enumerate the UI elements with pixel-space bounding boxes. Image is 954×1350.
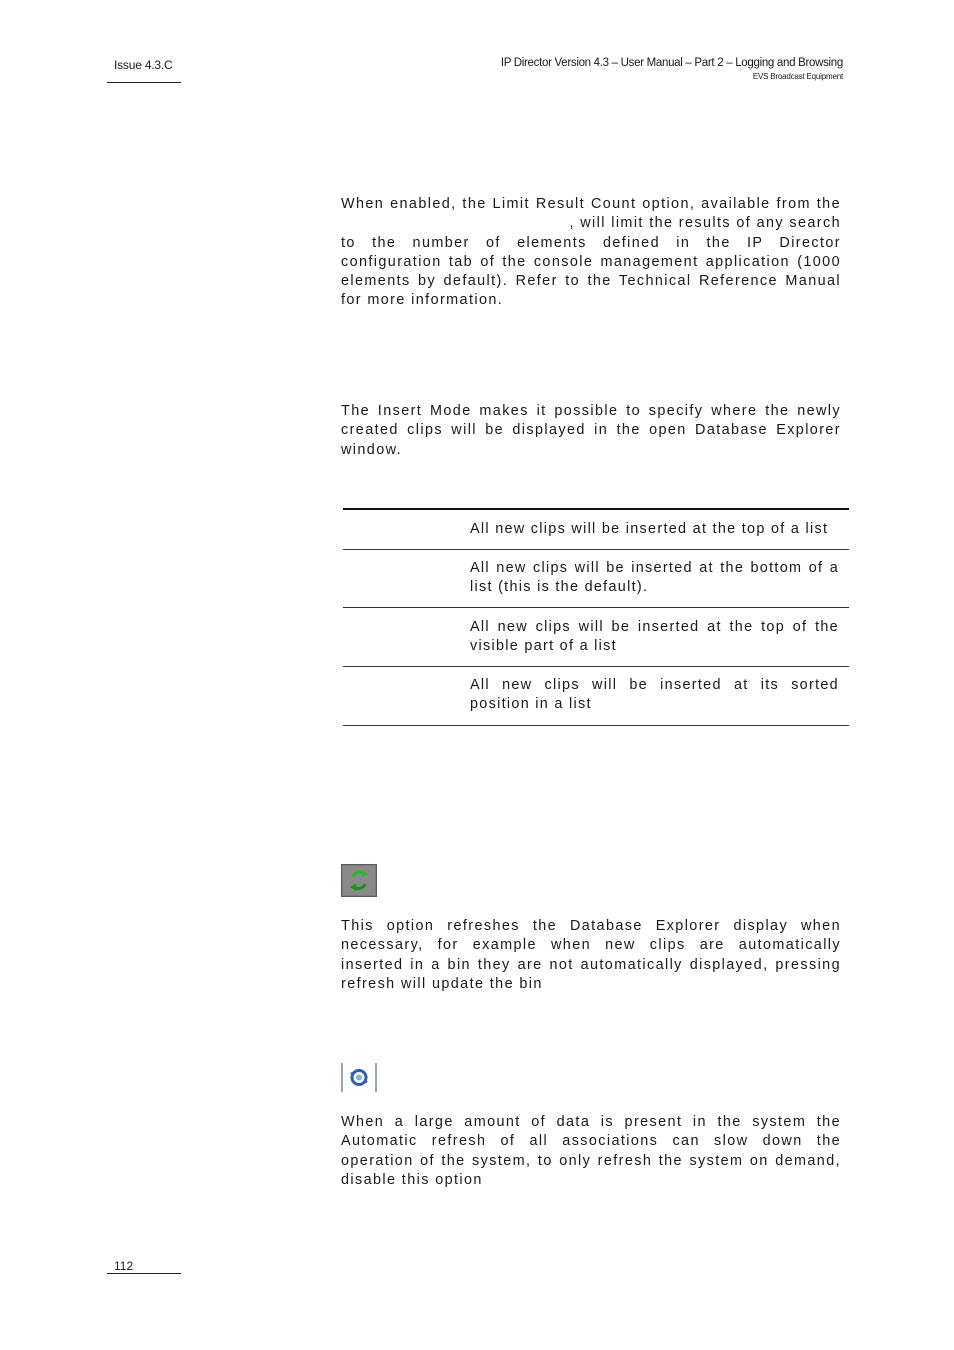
paragraph-line: to the number of elements defined in the IP Director (341, 234, 841, 251)
table-row (470, 676, 839, 715)
limit-result-paragraph (341, 195, 841, 311)
table-row-rule (343, 549, 849, 550)
table-cell-line: All new clips will be inserted at the top of a list (470, 521, 829, 537)
page-number: 112 (114, 1259, 134, 1273)
paragraph-line: for more information. (341, 292, 504, 309)
paragraph-line: The Insert Mode makes it possible to specify where the newly (341, 403, 841, 419)
paragraph-line: This option refreshes the Database Explorer display when (341, 918, 841, 934)
paragraph-line: When a large amount of data is present in the system the (341, 1114, 841, 1130)
table-cell-line: All new clips will be inserted at the bottom of a (470, 560, 839, 576)
table-cell-line: All new clips will be inserted at the top of the (470, 619, 839, 635)
issue-label: Issue 4.3.C (114, 58, 173, 72)
table-row (470, 520, 839, 539)
table-cell-line: list (this is the default). (470, 579, 649, 596)
insert-mode-paragraph (341, 402, 841, 460)
table-row (470, 559, 839, 598)
paragraph-line: necessary, for example when new clips are automatically (341, 937, 841, 954)
paragraph-line: refresh will update the bin (341, 975, 543, 992)
paragraph-line: When enabled, the Limit Result Count option, available from the (341, 196, 841, 212)
table-top-rule (343, 508, 849, 510)
paragraph-line: created clips will be displayed in the open Database Explorer (341, 422, 841, 439)
association-refresh-icon (341, 1061, 377, 1094)
header-divider (107, 82, 181, 83)
paragraph-line: , will limit the results of any search (569, 215, 841, 232)
manual-title: IP Director Version 4.3 – User Manual – Part 2 – Logging and Browsing (500, 57, 843, 69)
table-row-rule (343, 666, 849, 667)
table-cell-line: visible part of a list (470, 638, 617, 655)
table-cell-line: All new clips will be inserted at its sorted (470, 677, 839, 693)
table-bottom-rule (343, 725, 849, 726)
refresh-paragraph (341, 917, 841, 994)
paragraph-line: inserted in a bin they are not automatically displayed, pressing (341, 956, 841, 973)
paragraph-line: configuration tab of the console management application (1000 (341, 253, 841, 270)
table-row-rule (343, 607, 849, 608)
paragraph-line: window. (341, 441, 402, 458)
paragraph-line: operation of the system, to only refresh the system on demand, (341, 1152, 841, 1169)
paragraph-line: elements by default). Refer to the Technical Reference Manual (341, 273, 841, 290)
refresh-icon (341, 864, 377, 897)
paragraph-line: disable this option (341, 1171, 483, 1188)
paragraph-line: Automatic refresh of all associations can slow down the (341, 1133, 841, 1150)
table-cell-line: position in a list (470, 696, 592, 713)
table-row (470, 618, 839, 657)
company-name: EVS Broadcast Equipment (752, 72, 843, 81)
footer-divider (107, 1273, 181, 1274)
auto-refresh-paragraph (341, 1113, 841, 1190)
